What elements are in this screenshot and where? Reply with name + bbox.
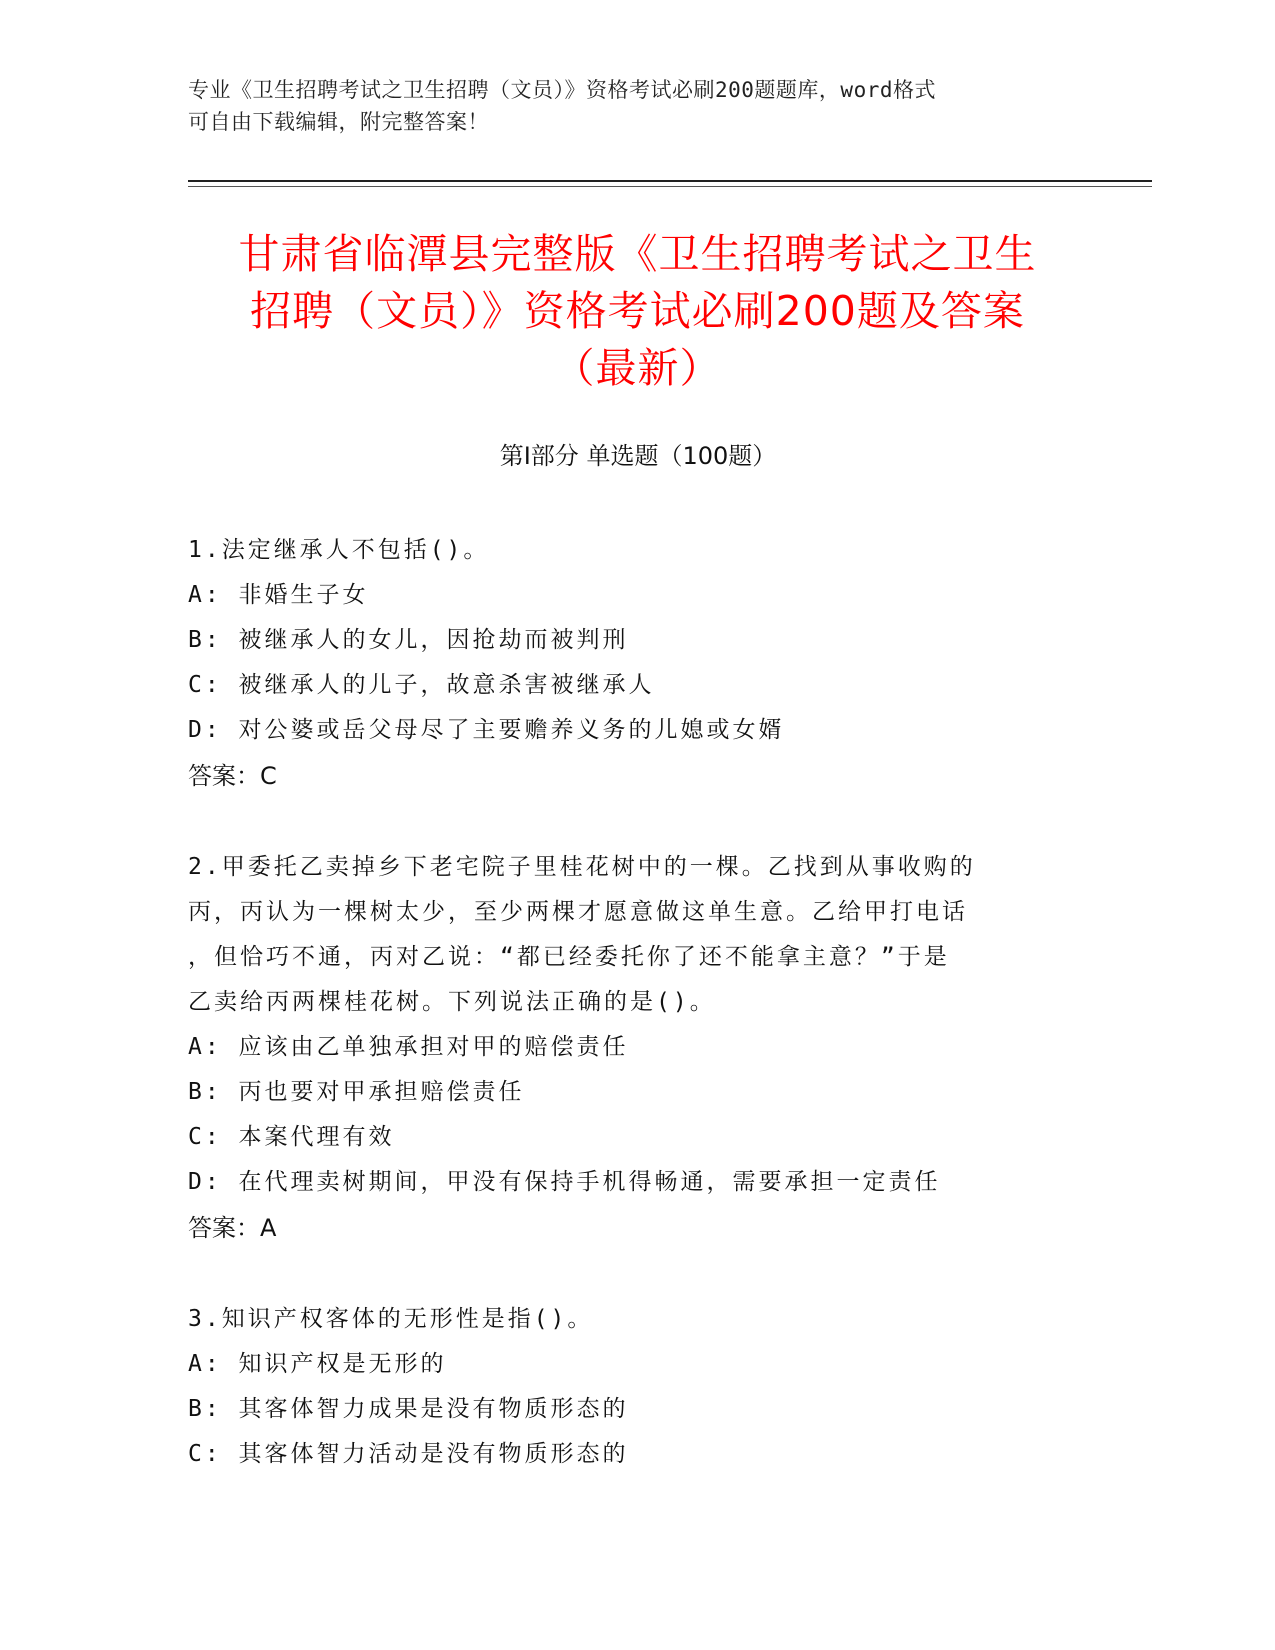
header-note <box>188 74 1068 138</box>
question-option: B: 被继承人的女儿，因抢劫而被判刑 <box>188 627 629 653</box>
header-divider-thin <box>188 186 1152 187</box>
question-list <box>188 528 1088 1523</box>
title-line-3: （最新） <box>553 344 722 392</box>
question-option: B: 丙也要对甲承担赔偿责任 <box>188 1079 525 1105</box>
question-option: D: 在代理卖树期间，甲没有保持手机得畅通，需要承担一定责任 <box>188 1169 941 1195</box>
question-option: C: 被继承人的儿子，故意杀害被继承人 <box>188 672 655 698</box>
question-option: A: 应该由乙单独承担对甲的赔偿责任 <box>188 1034 629 1060</box>
document-title <box>160 226 1115 397</box>
question-stem-line: 乙卖给丙两棵桂花树。下列说法正确的是()。 <box>188 989 716 1015</box>
question-stem-line: 2.甲委托乙卖掉乡下老宅院子里桂花树中的一棵。乙找到从事收购的 <box>188 854 976 880</box>
question-option: B: 其客体智力成果是没有物质形态的 <box>188 1396 629 1422</box>
title-line-1: 甘肃省临潭县完整版《卫生招聘考试之卫生 <box>238 230 1037 278</box>
question-option: A: 非婚生子女 <box>188 582 369 608</box>
header-note-line-1: 专业《卫生招聘考试之卫生招聘（文员）》资格考试必刷200题题库，word格式 <box>188 78 936 102</box>
question-option: C: 本案代理有效 <box>188 1124 395 1150</box>
header-note-line-2: 可自由下载编辑，附完整答案！ <box>188 110 489 134</box>
question-item <box>188 1297 1088 1477</box>
question-option: D: 对公婆或岳父母尽了主要赡养义务的儿媳或女婿 <box>188 717 785 743</box>
question-answer: 答案：A <box>188 1214 277 1242</box>
title-line-2: 招聘（文员）》资格考试必刷200题及答案 <box>250 287 1025 335</box>
header-divider-thick <box>188 180 1152 182</box>
question-stem-line: ，但恰巧不通，丙对乙说：“都已经委托你了还不能拿主意？”于是 <box>188 944 950 970</box>
section-title: 第Ⅰ部分 单选题（100题） <box>499 442 777 470</box>
question-item <box>188 845 1088 1251</box>
question-option: A: 知识产权是无形的 <box>188 1351 447 1377</box>
question-stem-line: 丙，丙认为一棵树太少，至少两棵才愿意做这单生意。乙给甲打电话 <box>188 899 968 925</box>
question-answer: 答案：C <box>188 762 277 790</box>
question-stem-line: 3.知识产权客体的无形性是指()。 <box>188 1306 594 1332</box>
question-item <box>188 528 1088 799</box>
question-stem-line: 1.法定继承人不包括()。 <box>188 537 490 563</box>
question-option: C: 其客体智力活动是没有物质形态的 <box>188 1441 629 1467</box>
